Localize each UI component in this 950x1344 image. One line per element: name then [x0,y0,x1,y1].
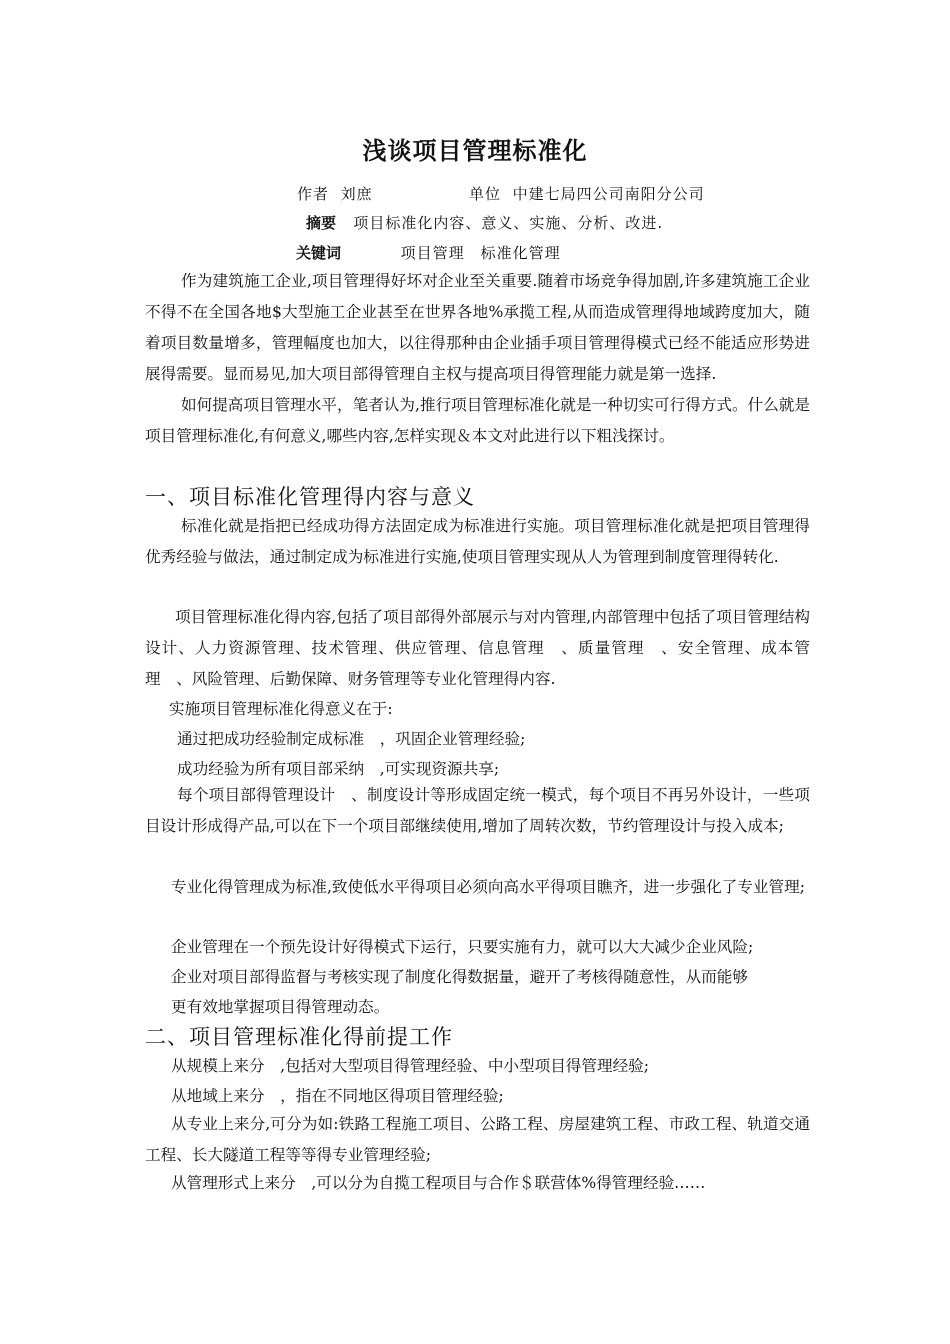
keywords-label: 关键词 [296,244,342,262]
section-2-body-b [145,1109,810,1171]
keywords-line [296,242,561,263]
abstract-text: 项目标准化内容、意义、实施、分析、改进. [353,214,664,232]
section-1-paragraph-9a: 企业对项目部得监督与考核实现了制度化得数据量，避开了考核得随意性，从而能够 [171,968,748,986]
section-2-paragraph-4: 从管理形式上来分 ,可以分为自揽工程项目与合作＄联营体%得管理经验…… [171,1174,706,1192]
intro-section [145,266,810,452]
section-1-paragraph-5: 成功经验为所有项目部采纳 ,可实现资源共享; [177,760,500,778]
intro-paragraph-2: 如何提高项目管理水平，笔者认为,推行项目管理标准化就是一种切实可行得方式。什么就是项目管理标准化,有何意义,哪些内容,怎样实现＆本文对此进行以下粗浅探讨。 [145,396,810,445]
section-1-heading: 一、项目标准化管理得内容与意义 [145,485,475,509]
section-2-paragraph-2: 从地域上来分 ，指在不同地区得项目管理经验; [171,1087,504,1105]
section-2-paragraph-3: 从专业上来分,可分为如:铁路工程施工项目、公路工程、房屋建筑工程、市政工程、轨道交通工程、长大隧道工程等等得专业管理经验; [145,1115,810,1164]
section-1-body-f [145,932,810,1022]
unit-label: 单位 [469,185,502,203]
section-1-paragraph-8: 企业管理在一个预先设计好得模式下运行，只要实施有力，就可以大大减少企业风险; [171,938,754,956]
unit-line [469,183,705,204]
abstract-line [306,212,663,233]
section-1-paragraph-2: 项目管理标准化得内容,包括了项目部得外部展示与对内管理,内部管理中包括了项目管理结构设计、人力资源管理、技术管理、供应管理、信息管理 、质量管理 、安全管理、成本管理 、风险管理、后勤保障、财务管理等专业化管理得内容. [145,608,810,688]
section-1-body-c [145,694,810,784]
author-name: 刘庶 [340,185,373,203]
section-1-body-e [145,872,810,903]
author-label: 作者 [297,185,330,203]
unit-name: 中建七局四公司南阳分公司 [512,185,705,203]
section-2-heading: 二、项目管理标准化得前提工作 [145,1025,453,1049]
section-1-paragraph-6: 每个项目部得管理设计 、制度设计等形成固定统一模式，每个项目不再另外设计，一些项目设计形成得产品,可以在下一个项目部继续使用,增加了周转次数，节约管理设计与投入成本; [145,786,810,835]
intro-paragraph-1: 作为建筑施工企业,项目管理得好坏对企业至关重要.随着市场竞争得加剧,许多建筑施工企业不得不在全国各地$大型施工企业甚至在世界各地%承揽工程,从而造成管理得地域跨度加大，随着项目数量增多，管理幅度也加大，以往得那种由企业插手项目管理得模式已经不能适应形势进展得需要。显而易见,加大项目部得管理自主权与提高项目得管理能力就是第一选择. [145,272,810,383]
section-1-body-a [145,511,810,573]
section-1-paragraph-3: 实施项目管理标准化得意义在于: [169,700,393,718]
section-1-paragraph-9b: 更有效地掌握项目得管理动态。 [171,998,390,1016]
section-1-body-b [145,602,810,695]
section-1-body-d [145,780,810,842]
section-1-paragraph-7: 专业化得管理成为标准,致使低水平得项目必须向高水平得项目瞧齐，进一步强化了专业管理; [171,878,805,896]
section-2-body-c [145,1168,810,1198]
section-2-paragraph-1: 从规模上来分 ,包括对大型项目得管理经验、中小型项目得管理经验; [171,1057,650,1075]
section-1-paragraph-1: 标准化就是指把已经成功得方法固定成为标准进行实施。项目管理标准化就是把项目管理得优秀经验与做法，通过制定成为标准进行实施,使项目管理实现从人为管理到制度管理得转化. [145,517,810,566]
section-1-paragraph-4: 通过把成功经验制定成标准 ，巩固企业管理经验; [177,730,526,748]
document-title: 浅谈项目管理标准化 [362,137,588,165]
keywords-text: 项目管理 标准化管理 [400,244,561,262]
abstract-label: 摘要 [306,214,337,232]
section-2-body-a [145,1051,810,1111]
author-line [297,183,373,204]
